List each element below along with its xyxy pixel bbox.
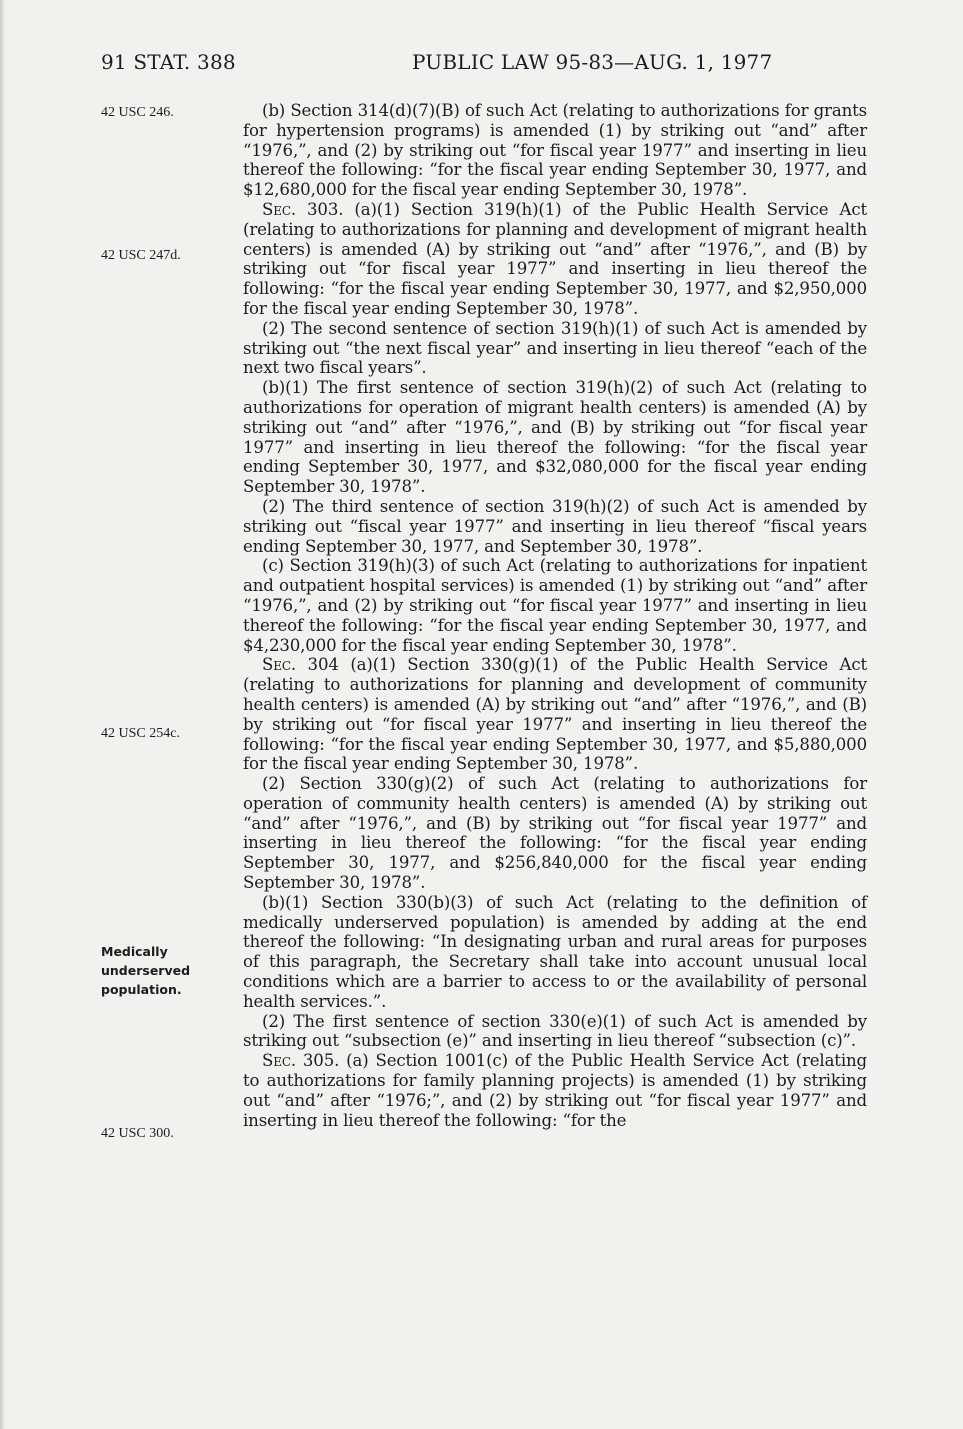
- sec-label: Sec.: [262, 655, 296, 675]
- paragraph-text: (a)(1) Section 319(h)(1) of the Public Health Service Act (relating to authorizations for planning and development of migrant health centers) is amended (A) by striking out “and” after “1976,”, and (B) by striking out “for fiscal year 1977” and inserting in lieu thereof the following: “for the fiscal year ending September 30, 1977, and $2,950,000 for the fiscal year ending September 30, 1978”.: [243, 199, 867, 318]
- paragraph-sec-304-a2: (2) Section 330(g)(2) of such Act (relating to authorizations for operation of community health centers) is amended (A) by striking out “and” after “1976,”, and (B) by striking out “for fiscal year 1977” and inserting in lieu thereof the following: “for the fiscal year ending September 30, 1977, and $256,840,000 for the fiscal year ending September 30, 1978”.: [243, 774, 867, 893]
- paragraph-text: (a) Section 1001(c) of the Public Health Service Act (relating to authorizations for family planning projects) is amended (1) by striking out “and” after “1976;”, and (2) by striking out “for fiscal year 1977” and inserting in lieu thereof the following: “for the: [243, 1051, 867, 1130]
- margin-note-usc-247d: 42 USC 247d.: [101, 248, 181, 263]
- paragraph-sec-304-b1: (b)(1) Section 330(b)(3) of such Act (relating to the definition of medically underserved population) is amended by adding at the end thereof the following: “In designating urban and rural areas for purposes of this paragraph, the Secretary shall take into account unusual local conditions which are a barrier to access to or the availability of personal health services.”.: [243, 892, 867, 1011]
- paragraph-sec-305-a: [243, 1051, 867, 1130]
- margin-note-medically: Medically: [101, 944, 168, 959]
- paragraph-sec-304-b2: (2) The first sentence of section 330(e)(1) of such Act is amended by striking out “subsection (e)” and inserting in lieu thereof “subsection (c)”.: [243, 1011, 867, 1051]
- margin-note-usc-246: 42 USC 246.: [101, 105, 174, 120]
- sec-label: Sec.: [262, 199, 296, 219]
- paragraph-sec-303-a2: (2) The second sentence of section 319(h)(1) of such Act is amended by striking out “the next fiscal year” and inserting in lieu thereof “each of the next two fiscal years”.: [243, 318, 867, 378]
- paragraph-sec-303-b1: (b)(1) The first sentence of section 319(h)(2) of such Act (relating to authorizations for operation of migrant health centers) is amended (A) by striking out “and” after “1976,”, and (B) by striking out “for fiscal year 1977” and inserting in lieu thereof the following: “for the fiscal year ending September 30, 1977, and $32,080,000 for the fiscal year ending September 30, 1978”.: [243, 378, 867, 497]
- running-head: [0, 50, 963, 80]
- sec-number: 303.: [295, 199, 355, 219]
- margin-note-usc-254c: 42 USC 254c.: [101, 726, 180, 741]
- sec-number: 305.: [295, 1051, 347, 1071]
- paragraph-314-b: (b) Section 314(d)(7)(B) of such Act (relating to authorizations for grants for hypertension programs) is amended (1) by striking out “and” after “1976,”, and (2) by striking out “for fiscal year 1977” and inserting in lieu thereof the following: “for the fiscal year ending September 30, 1977, and $12,680,000 for the fiscal year ending September 30, 1978”.: [243, 101, 867, 200]
- paragraph-sec-304-a1: [243, 655, 867, 774]
- paragraph-text: (a)(1) Section 330(g)(1) of the Public Health Service Act (relating to authorizations for planning and development of community health centers) is amended (A) by striking out “and” after “1976,”, and (B) by striking out “for fiscal year 1977” and inserting in lieu thereof the following: “for the fiscal year ending September 30, 1977, and $5,880,000 for the fiscal year ending September 30, 1978”.: [243, 655, 867, 774]
- sec-number: 304: [295, 655, 351, 675]
- statute-reference: 91 STAT. 388: [101, 50, 236, 74]
- margin-note-underserved: underserved: [101, 963, 191, 978]
- margin-note-usc-300: 42 USC 300.: [101, 1126, 174, 1141]
- paragraph-sec-303-b2: (2) The third sentence of section 319(h)(2) of such Act is amended by striking out “fiscal year 1977” and inserting in lieu thereof “fiscal years ending September 30, 1977, and September 30, 1978”.: [243, 496, 867, 556]
- statute-body: [243, 101, 867, 1130]
- paragraph-sec-303-a1: [243, 200, 867, 319]
- paragraph-sec-303-c: (c) Section 319(h)(3) of such Act (relating to authorizations for inpatient and outpatient hospital services) is amended (1) by striking out “and” after “1976,”, and (2) by striking out “for fiscal year 1977” and inserting in lieu thereof the following: “for the fiscal year ending September 30, 1977, and $4,230,000 for the fiscal year ending September 30, 1978”.: [243, 556, 867, 655]
- page-edge: [0, 0, 5, 1429]
- public-law-title: PUBLIC LAW 95-83—AUG. 1, 1977: [412, 50, 773, 74]
- sec-label: Sec.: [262, 1051, 296, 1071]
- margin-note-population: population.: [101, 982, 182, 997]
